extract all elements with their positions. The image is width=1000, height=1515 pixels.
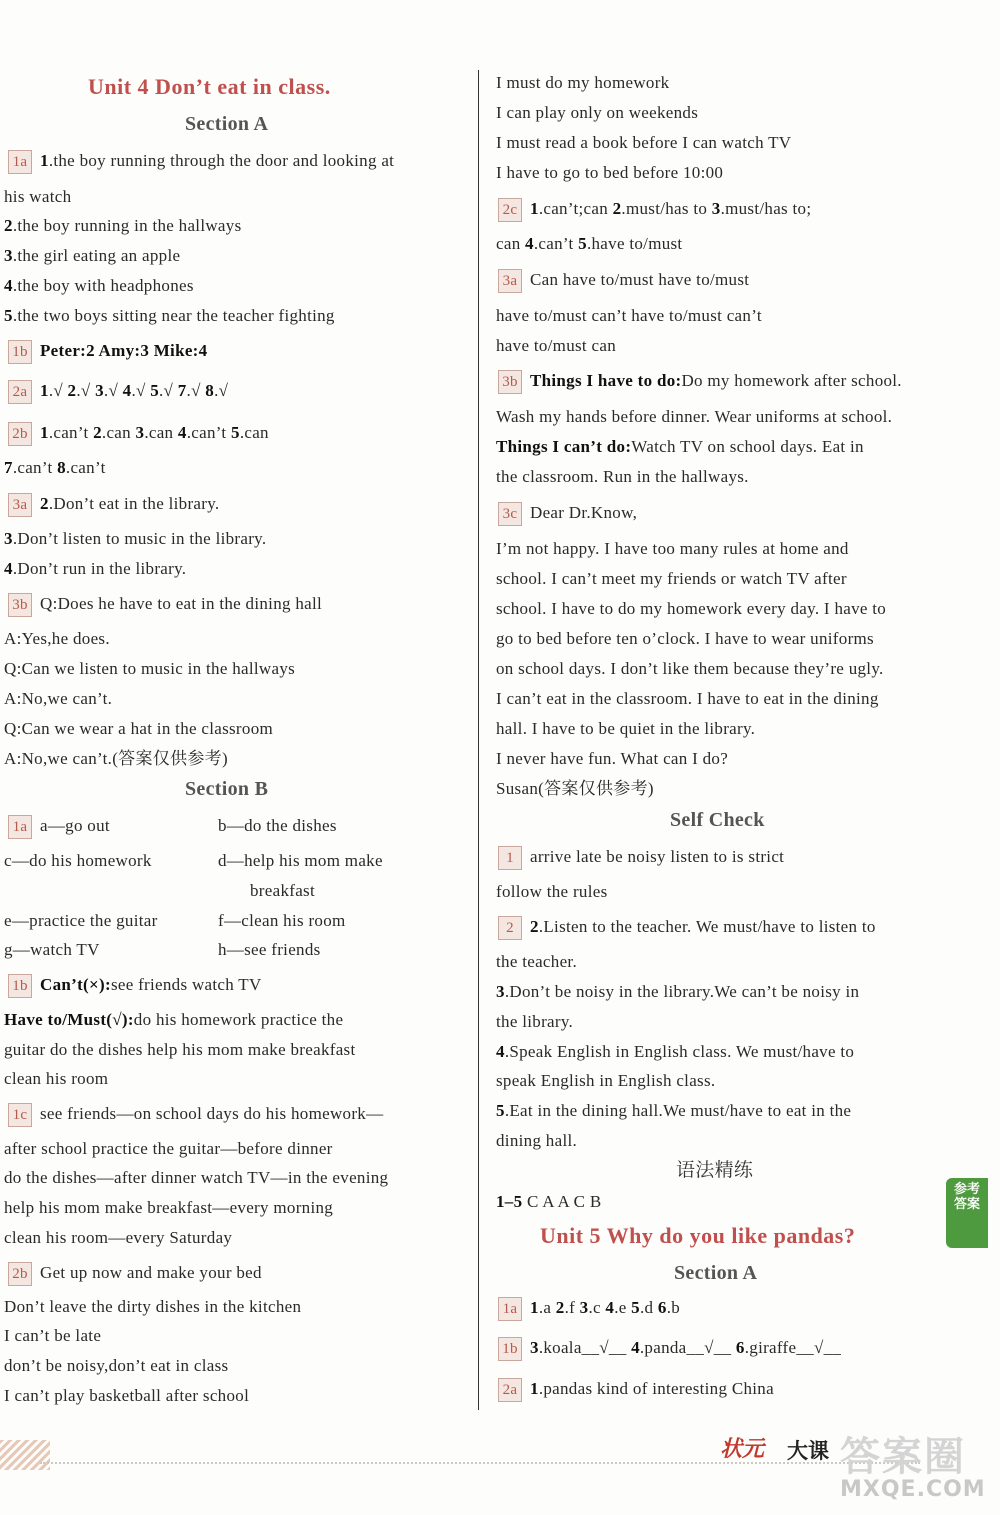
exercise-number-badge: 2b: [8, 1262, 32, 1286]
answer-line: [4, 910, 158, 932]
answer-line: [496, 1191, 601, 1213]
answer-text: 5.the two boys sitting near the teacher fighting: [4, 306, 335, 325]
answer-text: 3.koala__√__ 4.panda__√__ 6.giraffe__√__: [530, 1338, 842, 1357]
answer-text: 7.can’t 8.can’t: [4, 458, 106, 477]
answer-line: [8, 380, 228, 404]
answer-text: Section B: [185, 778, 269, 800]
answer-text: Susan(答案仅供参考): [496, 779, 654, 798]
section-heading: [185, 113, 268, 135]
answer-text: Section A: [674, 1262, 758, 1284]
answer-text: Dear Dr.Know,: [530, 503, 638, 522]
exercise-number-badge: 1a: [8, 150, 32, 174]
answer-text: 2.Don’t eat in the library.: [40, 494, 220, 513]
answer-line: [4, 628, 110, 650]
answer-line: [496, 406, 892, 428]
answer-text: the library.: [496, 1012, 574, 1031]
answer-text: Wash my hands before dinner. Wear uniforms at school.: [496, 407, 893, 426]
answer-text: dining hall.: [496, 1131, 578, 1150]
answer-text: Have to/Must(√):do his homework practice the: [4, 1010, 344, 1029]
answer-text: after school practice the guitar—before dinner: [4, 1139, 333, 1158]
exercise-number-badge: 1c: [8, 1103, 32, 1127]
answer-text: I can play only on weekends: [496, 103, 699, 122]
answer-text: do the dishes—after dinner watch TV—in the evening: [4, 1168, 389, 1187]
section-heading: [670, 809, 765, 831]
answer-line: [8, 1103, 383, 1127]
tab-line-2: 答案: [953, 1197, 980, 1212]
answer-text: speak English in English class.: [496, 1071, 716, 1090]
answer-line: [496, 436, 864, 458]
answer-line: [498, 1337, 841, 1361]
answer-line: [4, 1325, 101, 1347]
answer-text: on school days. I don’t like them because they’re ugly.: [496, 659, 884, 678]
answer-text: I never have fun. What can I do?: [496, 749, 729, 768]
answer-line: [4, 558, 186, 580]
answer-text: A:No,we can’t.(答案仅供参考): [4, 749, 228, 768]
answer-line: [4, 850, 152, 872]
answer-text: Can’t(×):see friends watch TV: [40, 975, 262, 994]
answer-line: [498, 1297, 680, 1321]
answer-text: 2.the boy running in the hallways: [4, 216, 242, 235]
answer-line: [218, 850, 383, 872]
answer-line: [8, 493, 219, 517]
answer-text: c—do his homework: [4, 851, 152, 870]
exercise-number-badge: 3a: [8, 493, 32, 517]
answer-text: hall. I have to be quiet in the library.: [496, 719, 756, 738]
answer-text: 2.Listen to the teacher. We must/have to listen to: [530, 917, 876, 936]
answer-line: [496, 981, 859, 1003]
answer-key-tab: [946, 1178, 988, 1248]
answer-text: can 4.can’t 5.have to/must: [496, 234, 683, 253]
watermark: [840, 1425, 986, 1502]
answer-text: e—practice the guitar: [4, 911, 158, 930]
answer-line: [676, 1160, 753, 1182]
answer-line: [4, 939, 100, 961]
answer-line: [218, 910, 346, 932]
answer-text: Things I have to do:Do my homework after school.: [530, 371, 902, 390]
answer-text: I can’t play basketball after school: [4, 1386, 250, 1405]
answer-line: [496, 538, 849, 560]
exercise-number-badge: 3b: [8, 593, 32, 617]
answer-text: h—see friends: [218, 940, 321, 959]
exercise-number-badge: 3a: [498, 269, 522, 293]
answer-line: [4, 245, 180, 267]
answer-text: arrive late be noisy listen to is strict: [530, 847, 785, 866]
brand-suffix: 大课: [787, 1439, 829, 1463]
answer-text: 1.can’t 2.can 3.can 4.can’t 5.can: [40, 423, 269, 442]
answer-line: [496, 72, 669, 94]
answer-text: a—go out: [40, 816, 110, 835]
answer-text: school. I have to do my homework every day. I have to: [496, 599, 887, 618]
answer-text: school. I can’t meet my friends or watch TV after: [496, 569, 847, 588]
answer-line: [4, 305, 335, 327]
exercise-number-badge: 1: [498, 846, 522, 870]
answer-line: [496, 1130, 577, 1152]
answer-line: [496, 718, 755, 740]
answer-text: Self Check: [670, 809, 765, 831]
answer-line: [250, 880, 315, 902]
exercise-number-badge: 3c: [498, 502, 522, 526]
exercise-number-badge: 2a: [498, 1378, 522, 1402]
answer-text: Things I can’t do:Watch TV on school days. Eat in: [496, 437, 864, 456]
exercise-number-badge: 3b: [498, 370, 522, 394]
answer-text: 1.a 2.f 3.c 4.e 5.d 6.b: [530, 1298, 681, 1317]
answer-line: [496, 688, 879, 710]
answer-line: [496, 305, 762, 327]
exercise-number-badge: 2: [498, 916, 522, 940]
answer-text: see friends—on school days do his homework—: [40, 1104, 384, 1123]
answer-text: Can have to/must have to/must: [530, 270, 750, 289]
answer-text: clean his room—every Saturday: [4, 1228, 233, 1247]
answer-text: follow the rules: [496, 882, 608, 901]
answer-line: [218, 815, 337, 837]
answer-line: [4, 186, 71, 208]
answer-line: [4, 1138, 333, 1160]
answer-line: [496, 233, 682, 255]
watermark-url: MXQE.COM: [840, 1477, 986, 1502]
answer-line: [8, 340, 207, 364]
answer-line: [496, 1041, 854, 1063]
answer-text: the teacher.: [496, 952, 577, 971]
answer-text: Q:Does he have to eat in the dining hall: [40, 594, 323, 613]
answer-line: [4, 1167, 388, 1189]
answer-text: I can’t be late: [4, 1326, 102, 1345]
exercise-number-badge: 2c: [498, 198, 522, 222]
answer-line: [8, 593, 322, 617]
unit-title: [540, 1225, 855, 1247]
answer-line: [4, 528, 266, 550]
answer-line: [496, 628, 874, 650]
answer-text: breakfast: [250, 881, 315, 900]
exercise-number-badge: 2a: [8, 380, 32, 404]
answer-line: [496, 102, 698, 124]
exercise-number-badge: 2b: [8, 422, 32, 446]
answer-line: [496, 951, 577, 973]
answer-text: Don’t leave the dirty dishes in the kitchen: [4, 1297, 302, 1316]
answer-line: [218, 939, 321, 961]
answer-line: [4, 688, 112, 710]
exercise-number-badge: 1b: [498, 1337, 522, 1361]
answer-text: 1.√ 2.√ 3.√ 4.√ 5.√ 7.√ 8.√: [40, 381, 229, 400]
answer-text: his watch: [4, 187, 72, 206]
answer-line: [8, 815, 110, 839]
answer-text: 1–5 C A A C B: [496, 1192, 602, 1211]
answer-line: [496, 881, 608, 903]
answer-text: 3.the girl eating an apple: [4, 246, 181, 265]
answer-line: [496, 1070, 715, 1092]
answer-line: [4, 215, 242, 237]
answer-line: [4, 658, 295, 680]
answer-text: I have to go to bed before 10:00: [496, 163, 724, 182]
answer-line: [8, 1262, 262, 1286]
answer-text: b—do the dishes: [218, 816, 337, 835]
answer-text: 4.the boy with headphones: [4, 276, 194, 295]
answer-line: [4, 1227, 232, 1249]
answer-line: [4, 1296, 301, 1318]
answer-text: 4.Speak English in English class. We must/have to: [496, 1042, 855, 1061]
answer-line: [496, 466, 749, 488]
answer-line: [4, 275, 194, 297]
answer-text: 5.Eat in the dining hall.We must/have to eat in the: [496, 1101, 852, 1120]
answer-text: clean his room: [4, 1069, 109, 1088]
answer-line: [496, 1100, 851, 1122]
answer-line: [496, 335, 616, 357]
answer-line: [4, 718, 273, 740]
answer-text: 3.Don’t listen to music in the library.: [4, 529, 267, 548]
answer-line: [496, 748, 728, 770]
watermark-main: 答案圈: [840, 1434, 966, 1480]
answer-text: I must read a book before I can watch TV: [496, 133, 792, 152]
answer-text: the classroom. Run in the hallways.: [496, 467, 749, 486]
exercise-number-badge: 1a: [8, 815, 32, 839]
answer-text: guitar do the dishes help his mom make breakfast: [4, 1040, 356, 1059]
answer-text: 1.pandas kind of interesting China: [530, 1379, 774, 1398]
answer-text: f—clean his room: [218, 911, 346, 930]
section-heading: [674, 1262, 757, 1284]
answer-line: [498, 846, 784, 870]
answer-text: Section A: [185, 113, 269, 135]
answer-text: I’m not happy. I have too many rules at home and: [496, 539, 849, 558]
answer-text: d—help his mom make: [218, 851, 383, 870]
answer-line: [4, 748, 228, 770]
section-heading: [185, 778, 268, 800]
exercise-number-badge: 1b: [8, 974, 32, 998]
answer-text: Peter:2 Amy:3 Mike:4: [40, 341, 208, 360]
answer-line: [498, 198, 811, 222]
answer-line: [496, 568, 847, 590]
answer-text: 4.Don’t run in the library.: [4, 559, 187, 578]
answer-line: [4, 457, 106, 479]
answer-text: go to bed before ten o’clock. I have to wear uniforms: [496, 629, 874, 648]
answer-line: [496, 1011, 573, 1033]
answer-line: [496, 132, 791, 154]
answer-line: [496, 598, 886, 620]
answer-line: [4, 1355, 228, 1377]
answer-text: have to/must can: [496, 336, 616, 355]
answer-line: [4, 1068, 108, 1090]
answer-line: [496, 162, 723, 184]
answer-text: don’t be noisy,don’t eat in class: [4, 1356, 229, 1375]
answer-line: [498, 916, 876, 940]
answer-line: [496, 658, 884, 680]
answer-line: [498, 502, 637, 526]
answer-line: [498, 269, 749, 293]
answer-text: 1.the boy running through the door and looking at: [40, 151, 395, 170]
footer-stripe-decoration: [0, 1440, 50, 1470]
answer-text: A:Yes,he does.: [4, 629, 110, 648]
answer-line: [4, 1197, 333, 1219]
exercise-number-badge: 1a: [498, 1297, 522, 1321]
answer-text: have to/must can’t have to/must can’t: [496, 306, 762, 325]
answer-line: [8, 974, 262, 998]
answer-text: Q:Can we wear a hat in the classroom: [4, 719, 274, 738]
answer-text: Unit 4 Don’t eat in class.: [88, 74, 331, 99]
tab-line-1: 参考: [953, 1182, 980, 1197]
answer-text: help his mom make breakfast—every morning: [4, 1198, 334, 1217]
answer-line: [4, 1009, 343, 1031]
answer-text: Q:Can we listen to music in the hallways: [4, 659, 296, 678]
answer-line: [496, 778, 654, 800]
answer-line: [498, 1378, 774, 1402]
answer-text: A:No,we can’t.: [4, 689, 113, 708]
answer-text: g—watch TV: [4, 940, 100, 959]
answer-line: [8, 422, 269, 446]
answer-text: 3.Don’t be noisy in the library.We can’t be noisy in: [496, 982, 860, 1001]
exercise-number-badge: 1b: [8, 340, 32, 364]
answer-line: [498, 370, 902, 394]
answer-text: I can’t eat in the classroom. I have to eat in the dining: [496, 689, 879, 708]
answer-line: [4, 1385, 249, 1407]
answer-line: [8, 150, 394, 174]
answer-line: [4, 1039, 356, 1061]
answer-text: Get up now and make your bed: [40, 1263, 262, 1282]
answer-text: I must do my homework: [496, 73, 670, 92]
answer-text: 1.can’t;can 2.must/has to 3.must/has to;: [530, 199, 812, 218]
answer-text: Unit 5 Why do you like pandas?: [540, 1223, 856, 1248]
brand-logo: 状元: [720, 1436, 765, 1461]
column-divider: [478, 70, 479, 1410]
unit-title: [88, 76, 331, 98]
answer-text: 语法精练: [676, 1160, 754, 1181]
